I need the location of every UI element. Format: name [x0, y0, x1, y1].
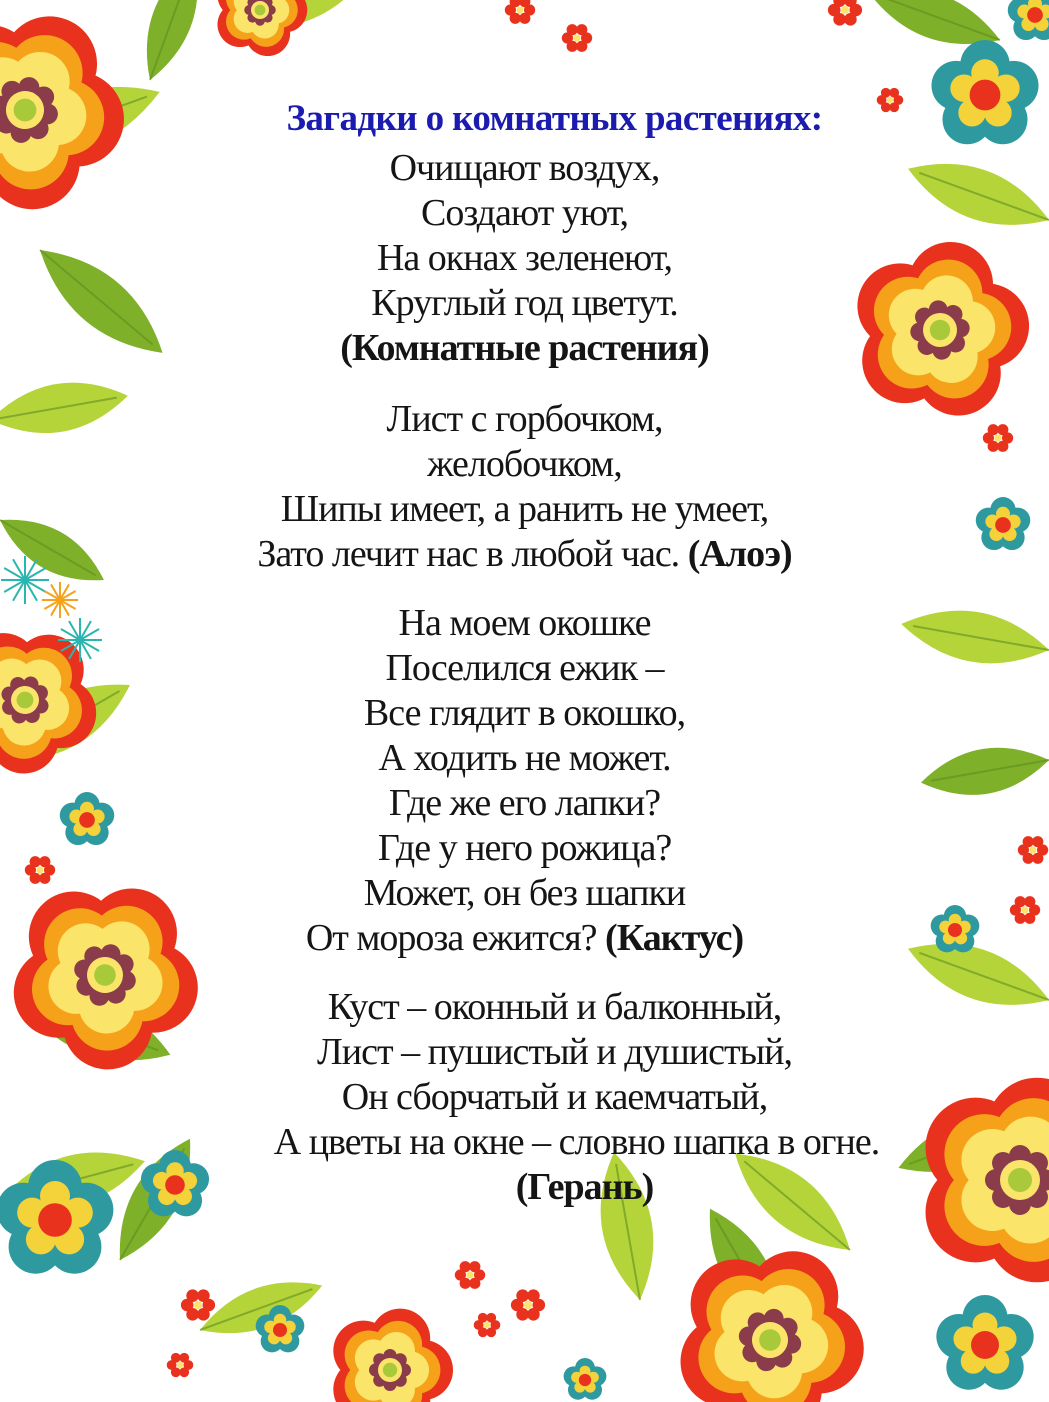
- riddle-3-line-3: Все глядит в окошко,: [363, 692, 686, 734]
- riddle-4-line-1: Куст – оконный и балконный,: [327, 986, 782, 1028]
- riddle-3-line-7: Может, он без шапки: [363, 872, 686, 914]
- riddle-2-line-3: Шипы имеет, а ранить не умеет,: [280, 488, 769, 530]
- riddle-1-line-3: На окнах зеленеют,: [376, 237, 673, 279]
- riddle-3-line-2: Поселился ежик –: [385, 647, 664, 689]
- riddle-3-line-6: Где у него рожица?: [377, 827, 672, 869]
- riddle-3-line-1: На моем окошке: [398, 602, 651, 644]
- riddle-3-line-4: А ходить не может.: [378, 737, 671, 779]
- riddle-1-line-4: Круглый год цветут.: [371, 282, 678, 324]
- riddle-4-answer: (Герань): [515, 1166, 654, 1208]
- riddle-2-line-2: желобочком,: [427, 443, 622, 485]
- riddle-1-line-2: Создают уют,: [420, 192, 628, 234]
- riddle-4-line-2: Лист – пушистый и душистый,: [317, 1031, 792, 1073]
- riddle-1-answer: (Комнатные растения): [340, 327, 709, 369]
- riddle-2-answer: (Алоэ): [687, 533, 792, 575]
- riddle-4-line-3: Он сборчатый и каемчатый,: [341, 1076, 768, 1118]
- riddle-3-line-8: [0, 915, 1049, 961]
- riddle-3-line-8-text: От мороза ежится?: [305, 917, 597, 959]
- riddle-3-line-5: Где же его лапки?: [388, 782, 661, 824]
- riddle-2-line-4-text: Зато лечит нас в любой час.: [257, 533, 680, 575]
- riddle-2-line-4: [0, 531, 1049, 577]
- riddle-2-line-1: Лист с горбочком,: [386, 398, 663, 440]
- page-title: Загадки о комнатных растениях:: [286, 98, 823, 139]
- riddle-3-answer: (Кактус): [605, 917, 744, 959]
- riddle-4-line-4: А цветы на окне – словно шапка в огне.: [273, 1121, 880, 1163]
- riddle-1-line-1: Очищают воздух,: [389, 147, 660, 189]
